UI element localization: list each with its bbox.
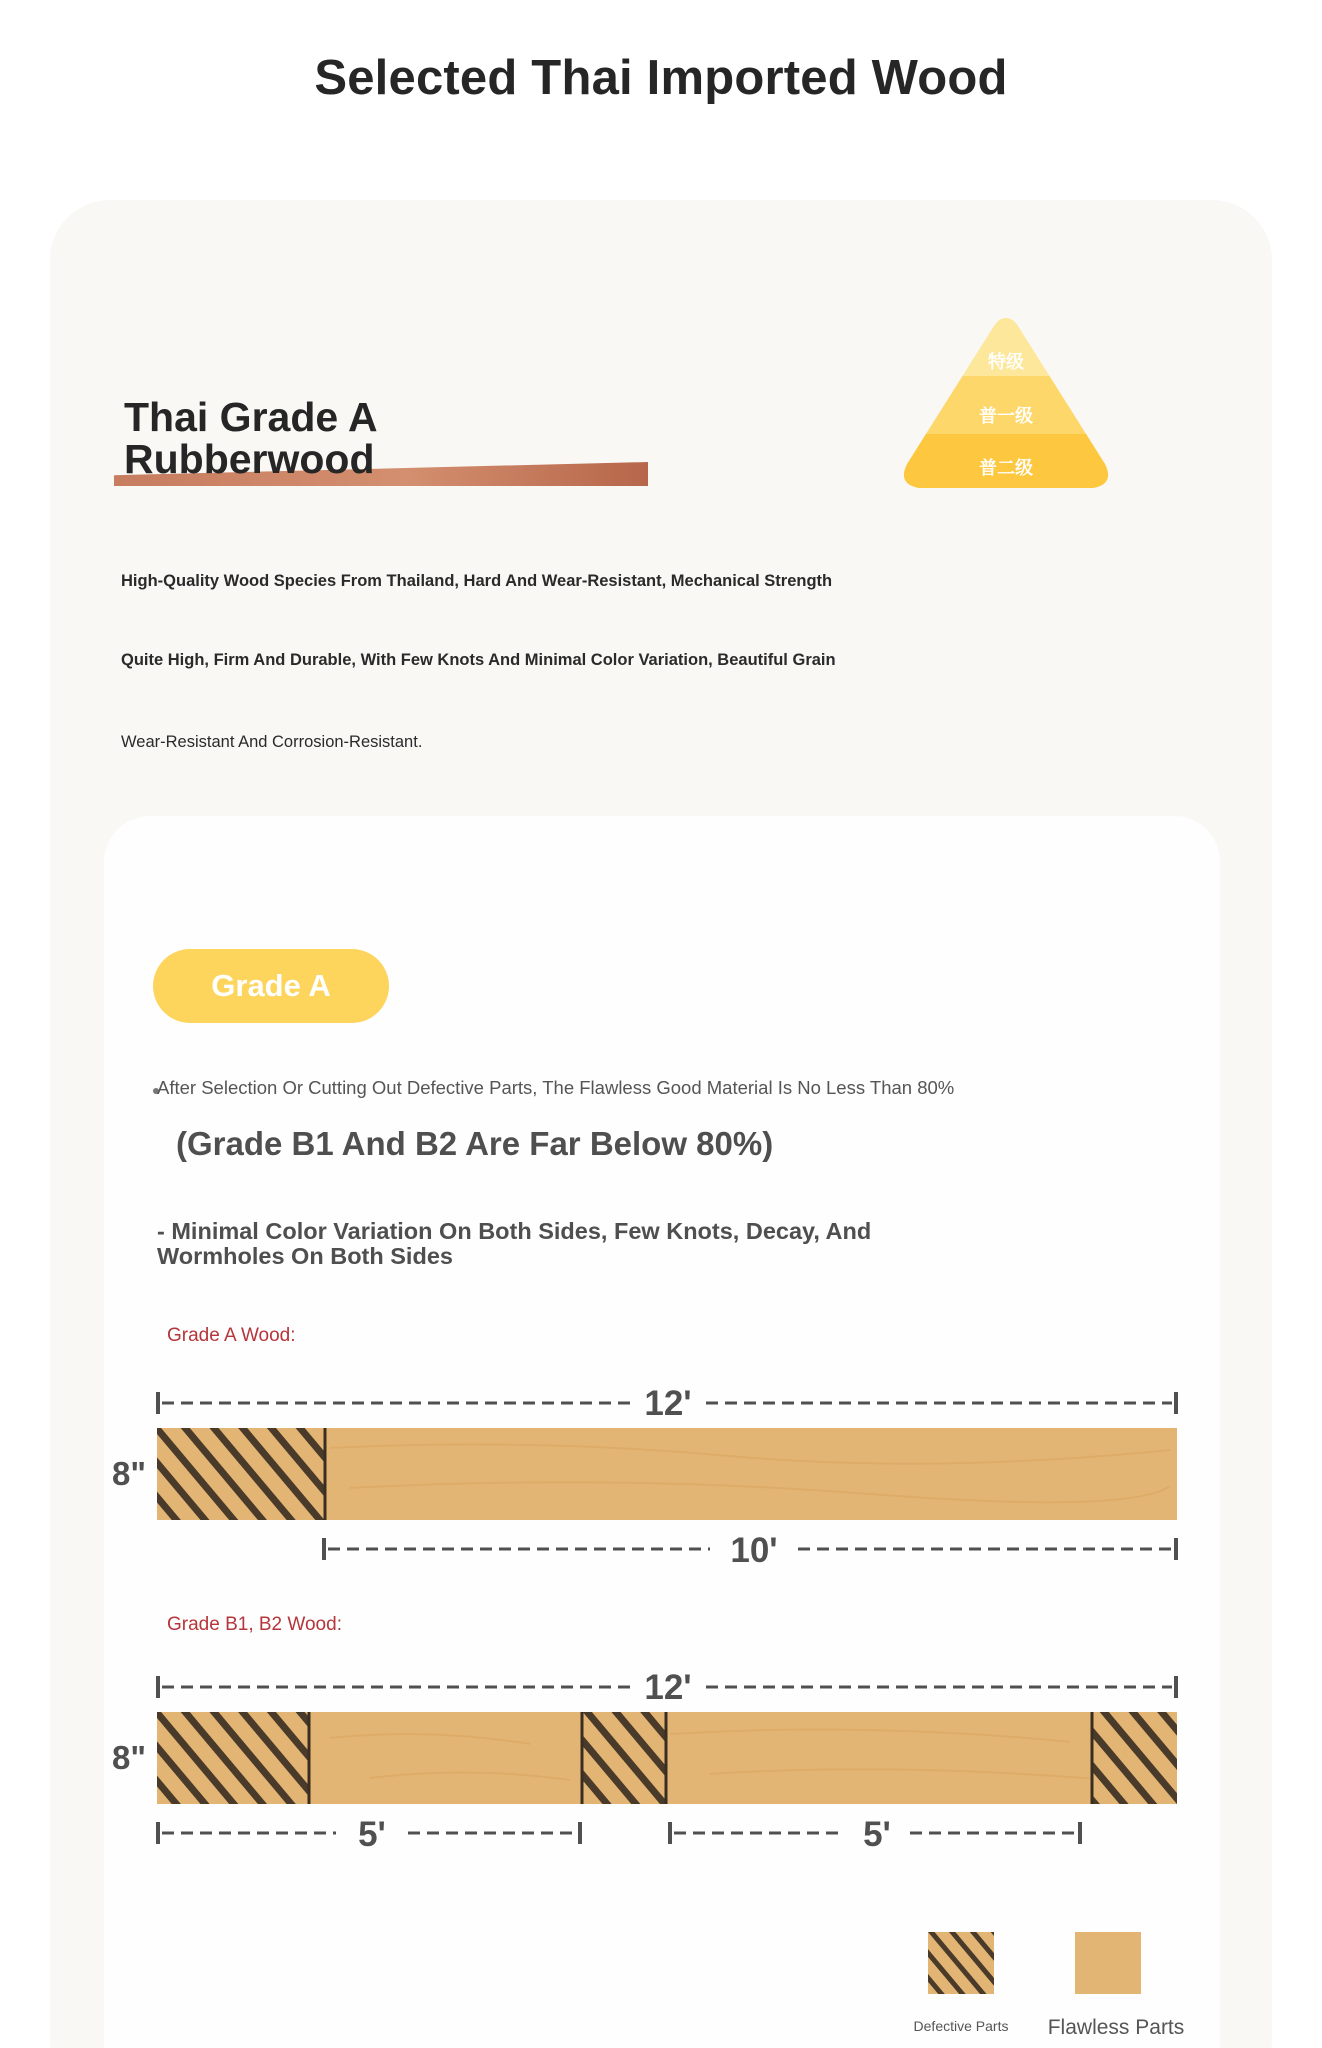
grade-b-note: (Grade B1 And B2 Are Far Below 80%) (176, 1125, 774, 1162)
grade-b-board-diagram (110, 1662, 1190, 1862)
grade-a-defective-section (157, 1428, 325, 1520)
grade-pyramid-icon (897, 312, 1115, 502)
pyramid-level-bottom: 普二级 (979, 458, 1033, 479)
defective-parts-swatch (928, 1932, 994, 1994)
flawless-parts-label: Flawless Parts (1047, 2016, 1185, 2039)
grade-a-flawless-length: 10' (730, 1531, 778, 1570)
grade-b-defective-section-1 (157, 1712, 309, 1804)
flawless-parts-swatch (1075, 1932, 1141, 1994)
grade-b-segment-2-length: 5' (863, 1815, 891, 1854)
description-line-2: Quite High, Firm And Durable, With Few Knots And Minimal Color Variation, Beautiful Grain (121, 651, 836, 669)
pyramid-level-top: 特级 (988, 352, 1024, 373)
grade-b-total-length: 12' (644, 1668, 692, 1707)
grade-b-segment-1-length: 5' (358, 1815, 386, 1854)
color-variation-note: - Minimal Color Variation On Both Sides, Few Knots, Decay, And Wormholes On Both Sides (157, 1218, 872, 1269)
grade-b-defective-section-2 (582, 1712, 666, 1804)
description-line-3: Wear-Resistant And Corrosion-Resistant. (121, 733, 423, 751)
page-title: Selected Thai Imported Wood (314, 51, 1008, 105)
selection-note: After Selection Or Cutting Out Defective Parts, The Flawless Good Material Is No Less Than 80% (157, 1077, 955, 1098)
grade-a-width: 8" (112, 1455, 146, 1492)
grade-a-badge: Grade A (153, 949, 389, 1023)
grade-b-width: 8" (112, 1739, 146, 1776)
grade-a-total-length: 12' (644, 1384, 692, 1423)
wood-grade-title-line2: Rubberwood (124, 436, 375, 482)
grade-a-board-diagram (110, 1378, 1190, 1578)
description-line-1: High-Quality Wood Species From Thailand, Hard And Wear-Resistant, Mechanical Strength (121, 572, 833, 590)
wood-grade-title-line1: Thai Grade A (124, 394, 378, 440)
grade-b-defective-section-3 (1092, 1712, 1177, 1804)
grade-b-wood-label: Grade B1, B2 Wood: (167, 1614, 342, 1635)
grade-a-wood-label: Grade A Wood: (167, 1325, 296, 1346)
defective-parts-label: Defective Parts (913, 2018, 1009, 2034)
pyramid-level-middle: 普一级 (979, 406, 1033, 427)
wood-grade-title (124, 396, 378, 480)
